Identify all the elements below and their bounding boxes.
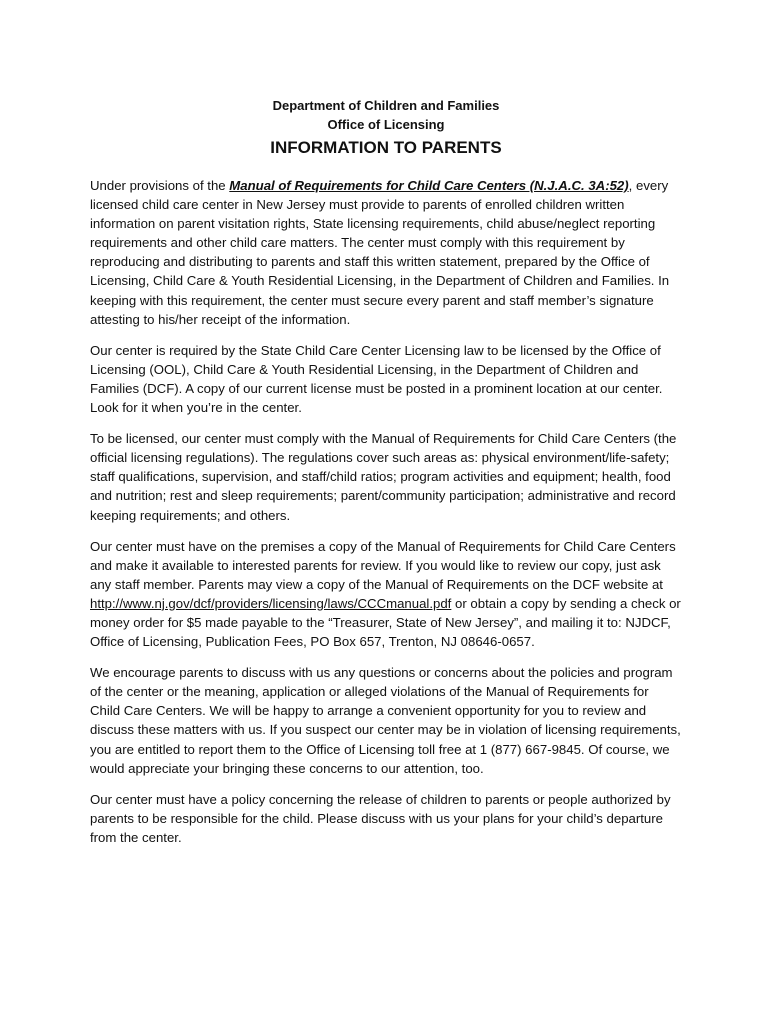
paragraph-concerns: We encourage parents to discuss with us any questions or concerns about the policies and program of the center or the meaning, application or alleged violations of the Manual of Requirements for Child Care Centers. We will be happy to arrange a convenient opportunity for you to review and discuss these matters with us. If you suspect our center may be in violation of licensing requirements, you are entitled to report them to the Office of Licensing toll free at 1 (877) 667-9845. Of course, we would appreciate your bringing these concerns to our attention, too.: [90, 665, 681, 776]
paragraph-manual-provisions: [90, 176, 682, 329]
paragraph-1-intro: Under provisions of the: [90, 178, 230, 193]
manual-reference: Manual of Requirements for Child Care Centers (N.J.A.C. 3A:52): [229, 178, 629, 193]
paragraph-4-rest: or obtain a copy by sending a check or money order for $5 made payable to the “Treasurer, State of New Jersey”, and mailing it to: NJDCF, Office of Licensing, Publication Fees, PO Box 657, Trenton, NJ 08646-0657.: [90, 595, 681, 650]
department-name: Department of Children and Families: [272, 98, 500, 113]
paragraph-manual-copy: [90, 537, 682, 652]
manual-pdf-link[interactable]: http://www.nj.gov/dcf/providers/licensing/laws/CCCmanual.pdf: [90, 595, 452, 611]
paragraph-1-rest: , every licensed child care center in New Jersey must provide to parents of enrolled children written information on parent visitation rights, State licensing requirements, child abuse/neglect reporting requirements and other child care matters. The center must comply with this requirement by reproducing and distributing to parents and staff this written statement, prepared by the Office of Licensing, Child Care & Youth Residential Licensing, in the Department of Children and Families. In keeping with this requirement, the center must secure every parent and staff member’s signature attesting to his/her receipt of the information.: [90, 178, 670, 327]
paragraph-4-intro: Our center must have on the premises a copy of the Manual of Requirements for Child Care Centers and make it available to interested parents for review. If you would like to review our copy, just ask any staff member. Parents may view a copy of the Manual of Requirements on the DCF website at: [90, 538, 676, 592]
paragraph-release-policy: Our center must have a policy concerning the release of children to parents or people authorized by parents to be responsible for the child. Please discuss with us your plans for your child’s departure from the center.: [90, 791, 671, 845]
office-name: Office of Licensing: [327, 117, 445, 132]
paragraph-licensing-requirement: Our center is required by the State Child Care Center Licensing law to be licensed by the Office of Licensing (OOL), Child Care & Youth Residential Licensing, in the Department of Children and Families (DCF). A copy of our current license must be posted in a prominent location at our center. Look for it when you’re in the center.: [90, 342, 663, 416]
document-title: INFORMATION TO PARENTS: [270, 138, 502, 157]
paragraph-regulations: To be licensed, our center must comply with the Manual of Requirements for Child Care Centers (the official licensing regulations). The regulations cover such areas as: physical environment/life-safety; staff qualifications, supervision, and staff/child ratios; program activities and equipment; health, food and nutrition; rest and sleep requirements; parent/community participation; administrative and record keeping requirements; and others.: [90, 431, 677, 523]
document-header: [90, 96, 682, 160]
